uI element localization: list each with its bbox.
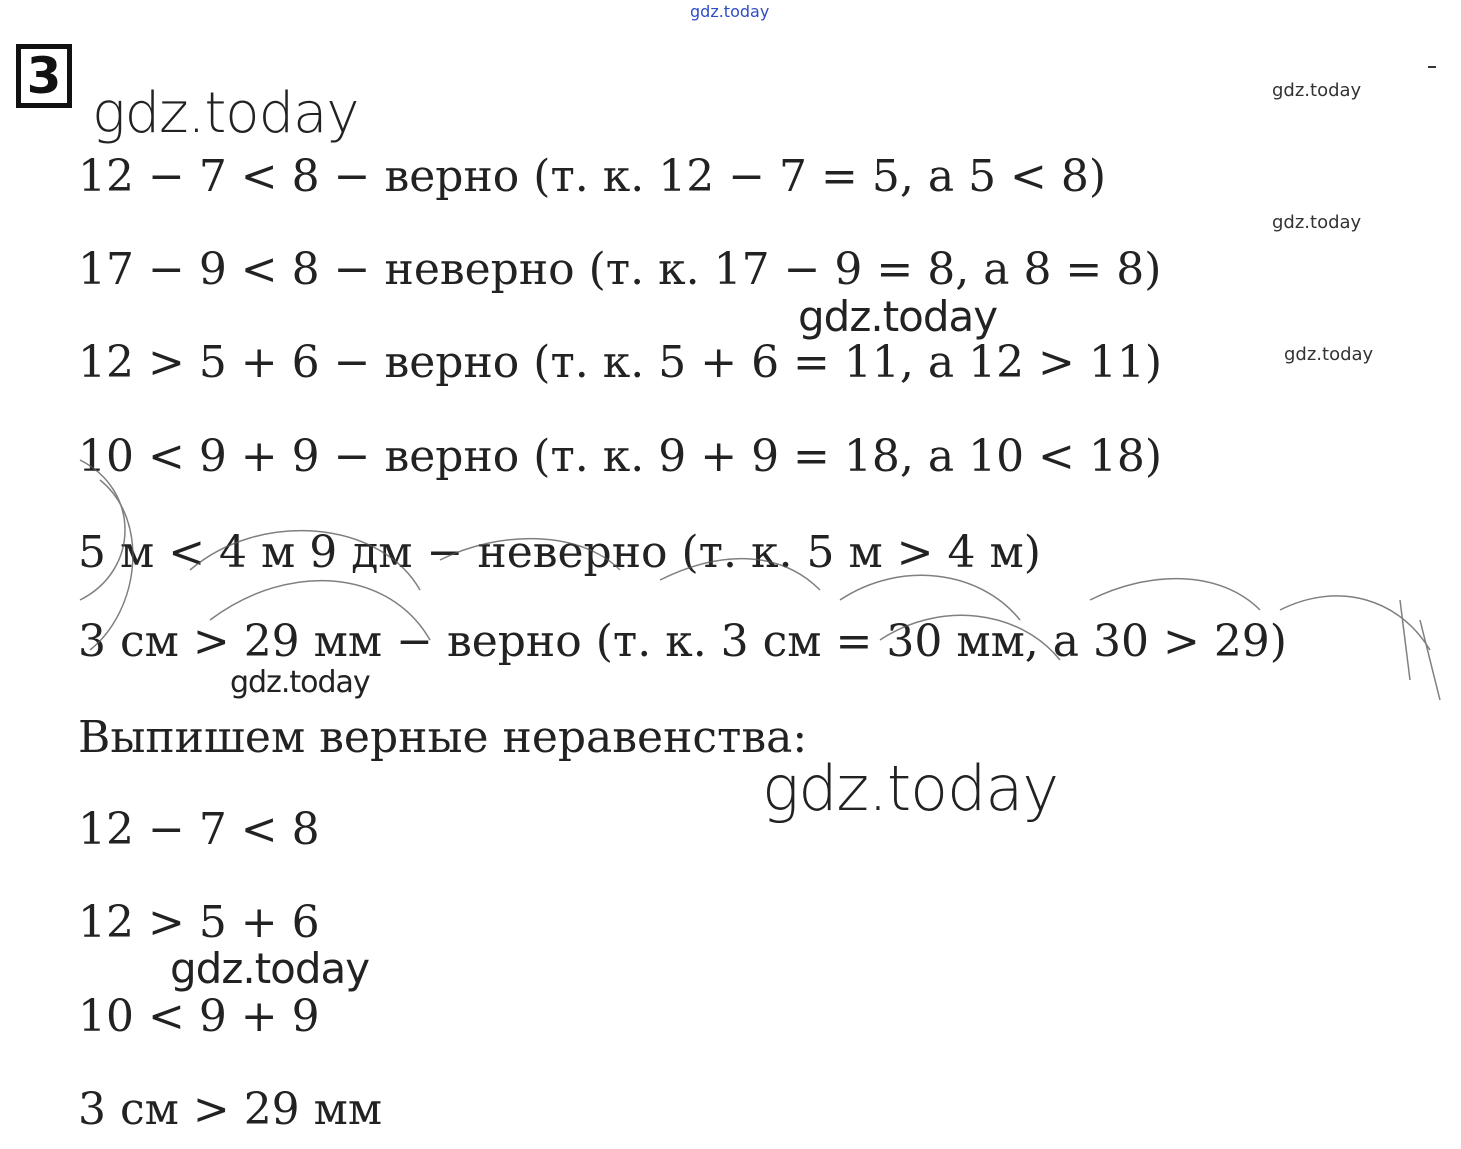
watermark-large: gdz.today	[762, 752, 1059, 825]
task-number: 3	[26, 47, 62, 105]
answer-line: 10 < 9 + 9	[78, 991, 320, 1042]
comparison-line: 10 < 9 + 9 − верно (т. к. 9 + 9 = 18, а 10 < 18)	[78, 431, 1163, 482]
watermark-small: gdz.today	[1272, 212, 1362, 233]
watermark-top: gdz.today	[690, 2, 770, 21]
answer-line: 12 > 5 + 6	[78, 897, 320, 948]
answer-line: 12 − 7 < 8	[78, 804, 320, 855]
watermark-large: gdz.today	[92, 81, 359, 146]
watermark-medium: gdz.today	[170, 944, 370, 993]
comparison-line: 12 > 5 + 6 − верно (т. к. 5 + 6 = 11, а 12 > 11)	[78, 337, 1163, 388]
comparison-line: 17 − 9 < 8 − неверно (т. к. 17 − 9 = 8, а 8 = 8)	[78, 244, 1162, 295]
answer-heading: Выпишем верные неравенства:	[78, 712, 808, 763]
watermark-small: gdz.today	[1284, 344, 1374, 365]
comparison-line: 5 м < 4 м 9 дм − неверно (т. к. 5 м > 4 м)	[78, 527, 1041, 578]
watermark-small: gdz.today	[1272, 80, 1362, 101]
corner-mark	[1428, 66, 1436, 68]
comparison-line: 3 см > 29 мм − верно (т. к. 3 см = 30 мм, а 30 > 29)	[78, 616, 1287, 667]
answer-line: 3 см > 29 мм	[78, 1084, 383, 1135]
watermark-medium: gdz.today	[798, 292, 998, 341]
comparison-line: 12 − 7 < 8 − верно (т. к. 12 − 7 = 5, а 5 < 8)	[78, 151, 1107, 202]
task-number-box	[16, 44, 72, 108]
watermark-medium: gdz.today	[230, 665, 370, 700]
